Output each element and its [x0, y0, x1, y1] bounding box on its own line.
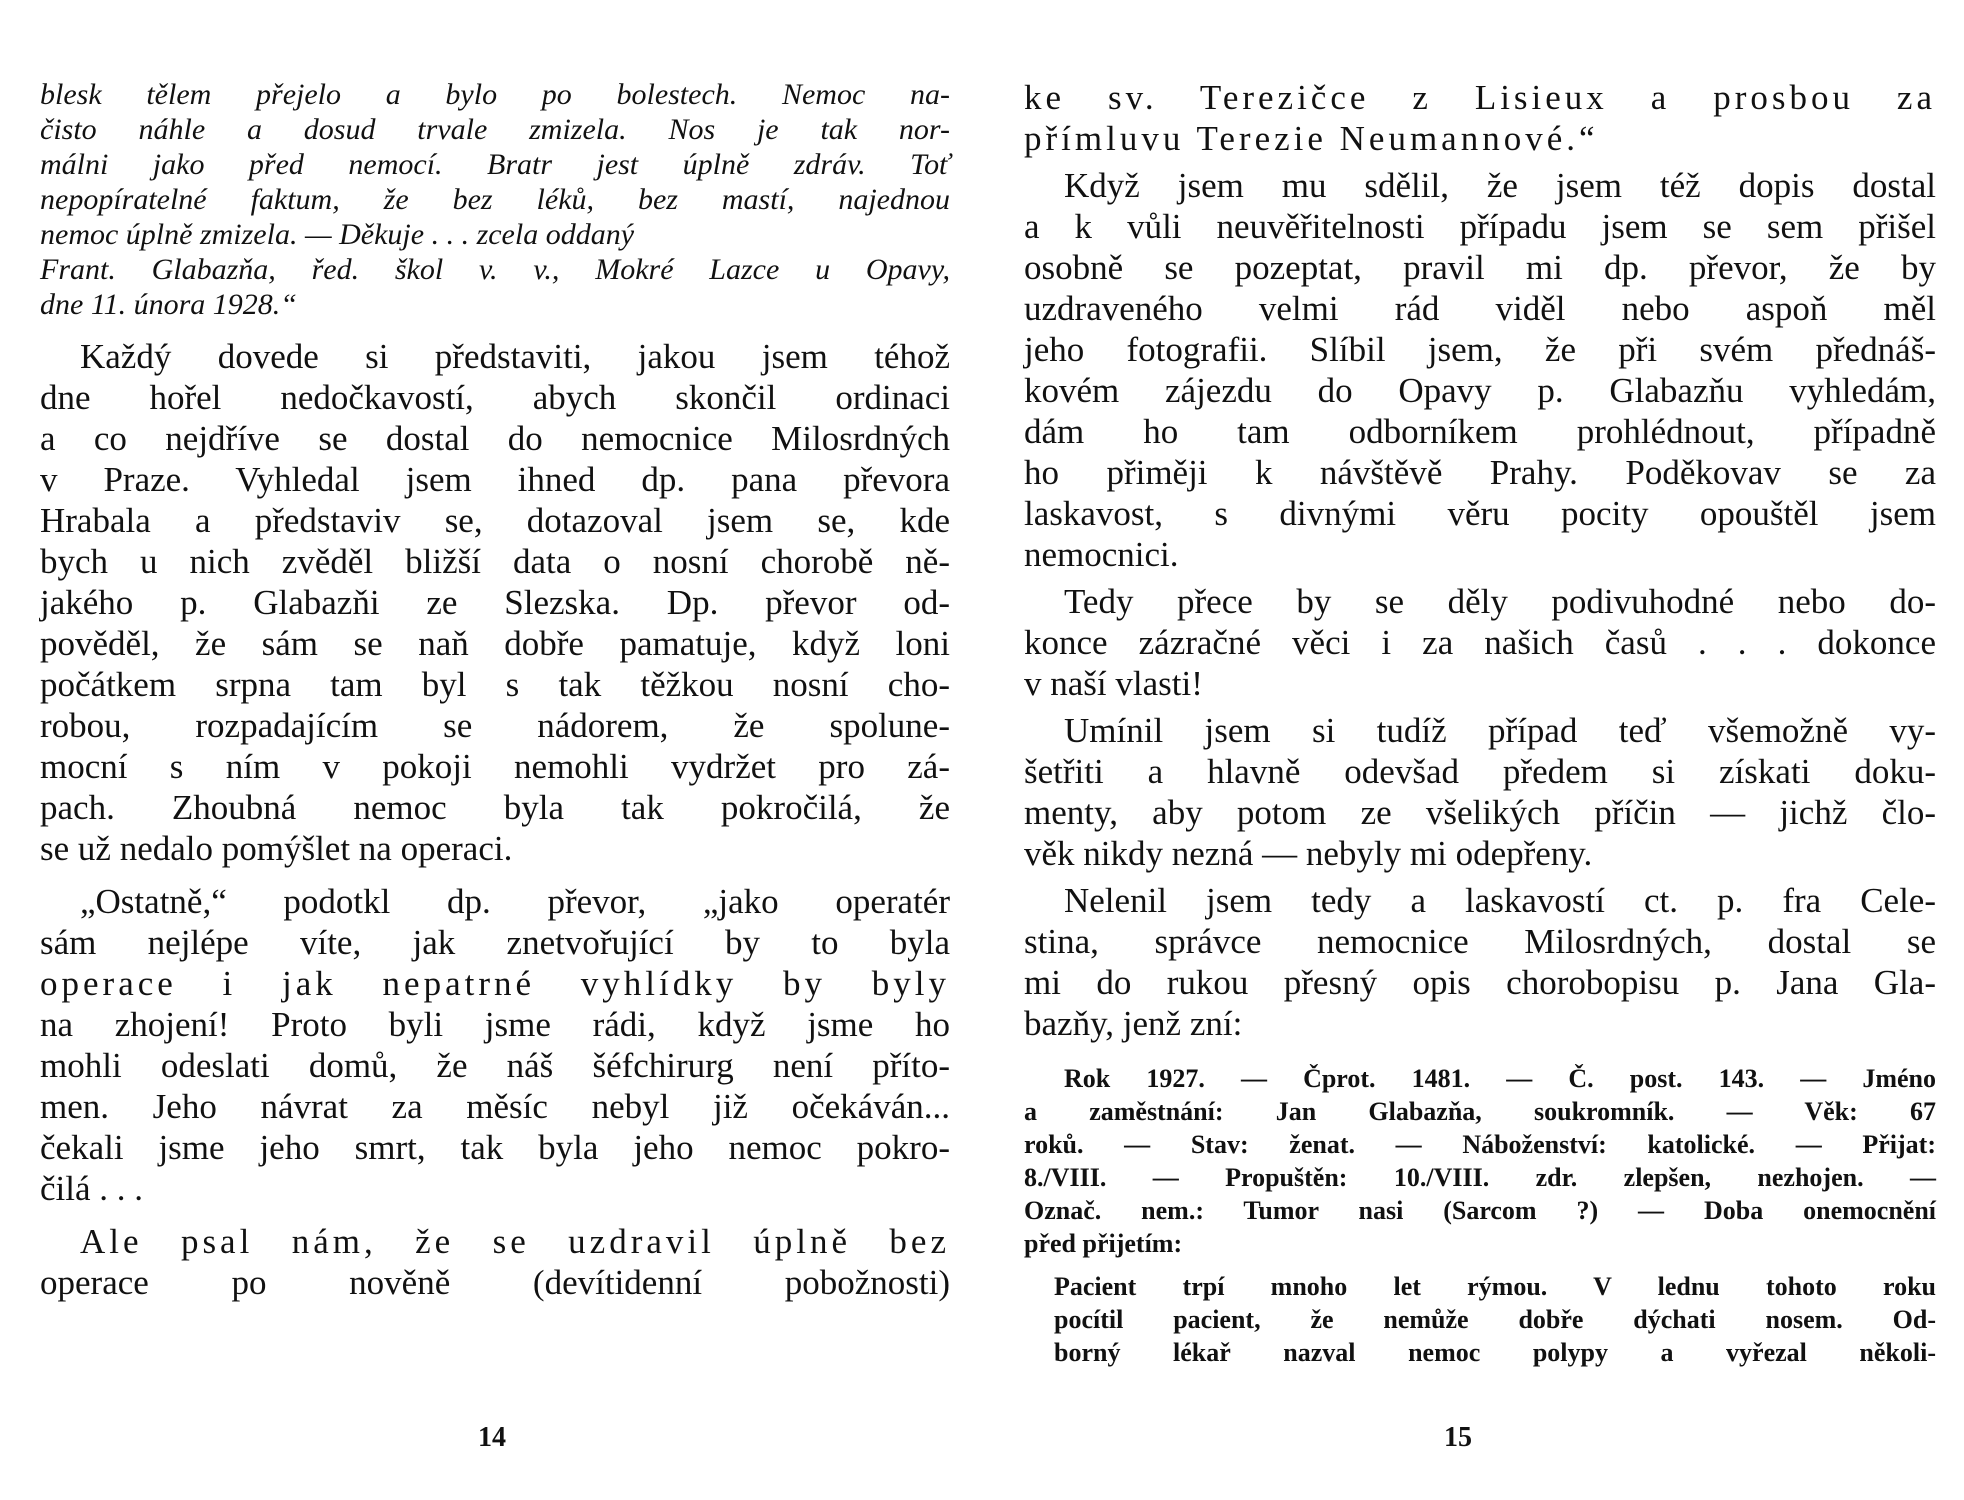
paragraph-line: operace po nověně (devítidenní pobožnosti) — [40, 1263, 950, 1302]
paragraph-line: laskavost, s divnými věru pocity opouštěl jsem — [1024, 494, 1936, 533]
paragraph-line: „Ostatně,“ podotkl dp. převor, „jako operatér — [80, 882, 950, 921]
paragraph-line: bazňy, jenž zní: — [1024, 1004, 1243, 1043]
paragraph-line: ke sv. Terezičce z Lisieux a prosbou za — [1024, 78, 1936, 117]
paragraph-line: a k vůli neuvěřitelnosti případu jsem se sem přišel — [1024, 207, 1936, 246]
paragraph-line: Každý dovede si představiti, jakou jsem téhož — [80, 337, 950, 376]
paragraph-line: Hrabala a představiv se, dotazoval jsem se, kde — [40, 501, 950, 540]
paragraph-line: mi do rukou přesný opis chorobopisu p. Jana Gla- — [1024, 963, 1936, 1002]
history-line: pocítil pacient, že nemůže dobře dýchati nosem. Od- — [1054, 1305, 1936, 1334]
history-line: Pacient trpí mnoho let rýmou. V lednu tohoto roku — [1054, 1272, 1936, 1301]
paragraph-line: dne hořel nedočkavostí, abych skončil ordinaci — [40, 378, 950, 417]
paragraph-line: čekali jsme jeho smrt, tak byla jeho nemoc pokro- — [40, 1128, 950, 1167]
paragraph-line: men. Jeho návrat za měsíc nebyl již očekáván... — [40, 1087, 950, 1126]
paragraph-line: operace i jak nepatrné vyhlídky by byly — [40, 964, 950, 1003]
paragraph-line: se už nedalo pomýšlet na operaci. — [40, 829, 513, 868]
paragraph-line: v Praze. Vyhledal jsem ihned dp. pana převora — [40, 460, 950, 499]
paragraph-line: bych u nich zvěděl bližší data o nosní chorobě ně- — [40, 542, 950, 581]
paragraph-line: Umínil jsem si tudíž případ teď všemožně vy- — [1064, 711, 1936, 750]
page-number: 15 — [1444, 1422, 1472, 1453]
paragraph-line: robou, rozpadajícím se nádorem, že spolune- — [40, 706, 950, 745]
paragraph-line: čilá . . . — [40, 1169, 144, 1208]
paragraph-line: ho přiměji k návštěvě Prahy. Poděkovav se za — [1024, 453, 1936, 492]
paragraph-line: šetřiti a hlavně odevšad předem si získati doku- — [1024, 752, 1936, 791]
paragraph-line: Ale psal nám, že se uzdravil úplně bez — [80, 1222, 950, 1261]
paragraph-line: na zhojení! Proto byli jsme rádi, když jsme ho — [40, 1005, 950, 1044]
right-page — [982, 0, 1964, 1500]
paragraph-line: jakého p. Glabazňi ze Slezska. Dp. převor od- — [40, 583, 950, 622]
letter-line: Frant. Glabazňa, řed. škol v. v., Mokré Lazce u Opavy, — [40, 253, 950, 286]
record-line: roků. — Stav: ženat. — Náboženství: katolické. — Přijat: — [1024, 1130, 1936, 1159]
record-line: 8./VIII. — Propuštěn: 10./VIII. zdr. zlepšen, nezhojen. — — [1024, 1163, 1936, 1192]
record-line: před přijetím: — [1024, 1229, 1183, 1258]
paragraph-line: dám ho tam odborníkem prohlédnout, případně — [1024, 412, 1936, 451]
paragraph-line: a co nejdříve se dostal do nemocnice Milosrdných — [40, 419, 950, 458]
record-line: a zaměstnání: Jan Glabazňa, soukromník. — Věk: 67 — [1024, 1097, 1936, 1126]
letter-line: málni jako před nemocí. Bratr jest úplně zdráv. Toť — [40, 148, 950, 181]
record-line: Rok 1927. — Čprot. 1481. — Č. post. 143. — Jméno — [1064, 1064, 1936, 1093]
letter-line: blesk tělem přejelo a bylo po bolestech. Nemoc na- — [40, 78, 950, 111]
paragraph-line: nemocnici. — [1024, 535, 1179, 574]
paragraph-line: menty, aby potom ze všelikých příčin — jichž člo- — [1024, 793, 1936, 832]
paragraph-line: konce zázračné věci i za našich časů . . . dokonce — [1024, 623, 1936, 662]
paragraph-line: pověděl, že sám se naň dobře pamatuje, když loni — [40, 624, 950, 663]
paragraph-line: jeho fotografii. Slíbil jsem, že při svém přednáš- — [1024, 330, 1936, 369]
paragraph-line: pach. Zhoubná nemoc byla tak pokročilá, že — [40, 788, 950, 827]
history-line: borný lékař nazval nemoc polypy a vyřezal několi- — [1054, 1338, 1936, 1367]
paragraph-line: sám nejlépe víte, jak znetvořující by to byla — [40, 923, 950, 962]
letter-line: dne 11. února 1928.“ — [40, 288, 297, 321]
paragraph-line: Nelenil jsem tedy a laskavostí ct. p. fra Cele- — [1064, 881, 1936, 920]
paragraph-line: kovém zájezdu do Opavy p. Glabazňu vyhledám, — [1024, 371, 1936, 410]
record-line: Označ. nem.: Tumor nasi (Sarcom ?) — Doba onemocnění — [1024, 1196, 1936, 1225]
paragraph-line: Tedy přece by se děly podivuhodné nebo do- — [1064, 582, 1936, 621]
letter-line: čisto náhle a dosud trvale zmizela. Nos je tak nor- — [40, 113, 950, 146]
paragraph-line: přímluvu Terezie Neumannové.“ — [1024, 119, 1599, 158]
paragraph-line: Když jsem mu sdělil, že jsem též dopis dostal — [1064, 166, 1936, 205]
paragraph-line: uzdraveného velmi rád viděl nebo aspoň měl — [1024, 289, 1936, 328]
paragraph-line: stina, správce nemocnice Milosrdných, dostal se — [1024, 922, 1936, 961]
paragraph-line: v naší vlasti! — [1024, 664, 1203, 703]
letter-line: nemoc úplně zmizela. — Děkuje . . . zcela oddaný — [40, 218, 635, 251]
letter-line: nepopíratelné faktum, že bez léků, bez mastí, najednou — [40, 183, 950, 216]
page-number: 14 — [478, 1422, 506, 1453]
paragraph-line: počátkem srpna tam byl s tak těžkou nosní cho- — [40, 665, 950, 704]
paragraph-line: mocní s ním v pokoji nemohli vydržet pro zá- — [40, 747, 950, 786]
paragraph-line: věk nikdy nezná — nebyly mi odepřeny. — [1024, 834, 1593, 873]
paragraph-line: osobně se pozeptat, pravil mi dp. převor, že by — [1024, 248, 1936, 287]
paragraph-line: mohli odeslati domů, že náš šéfchirurg není přítо- — [40, 1046, 950, 1085]
